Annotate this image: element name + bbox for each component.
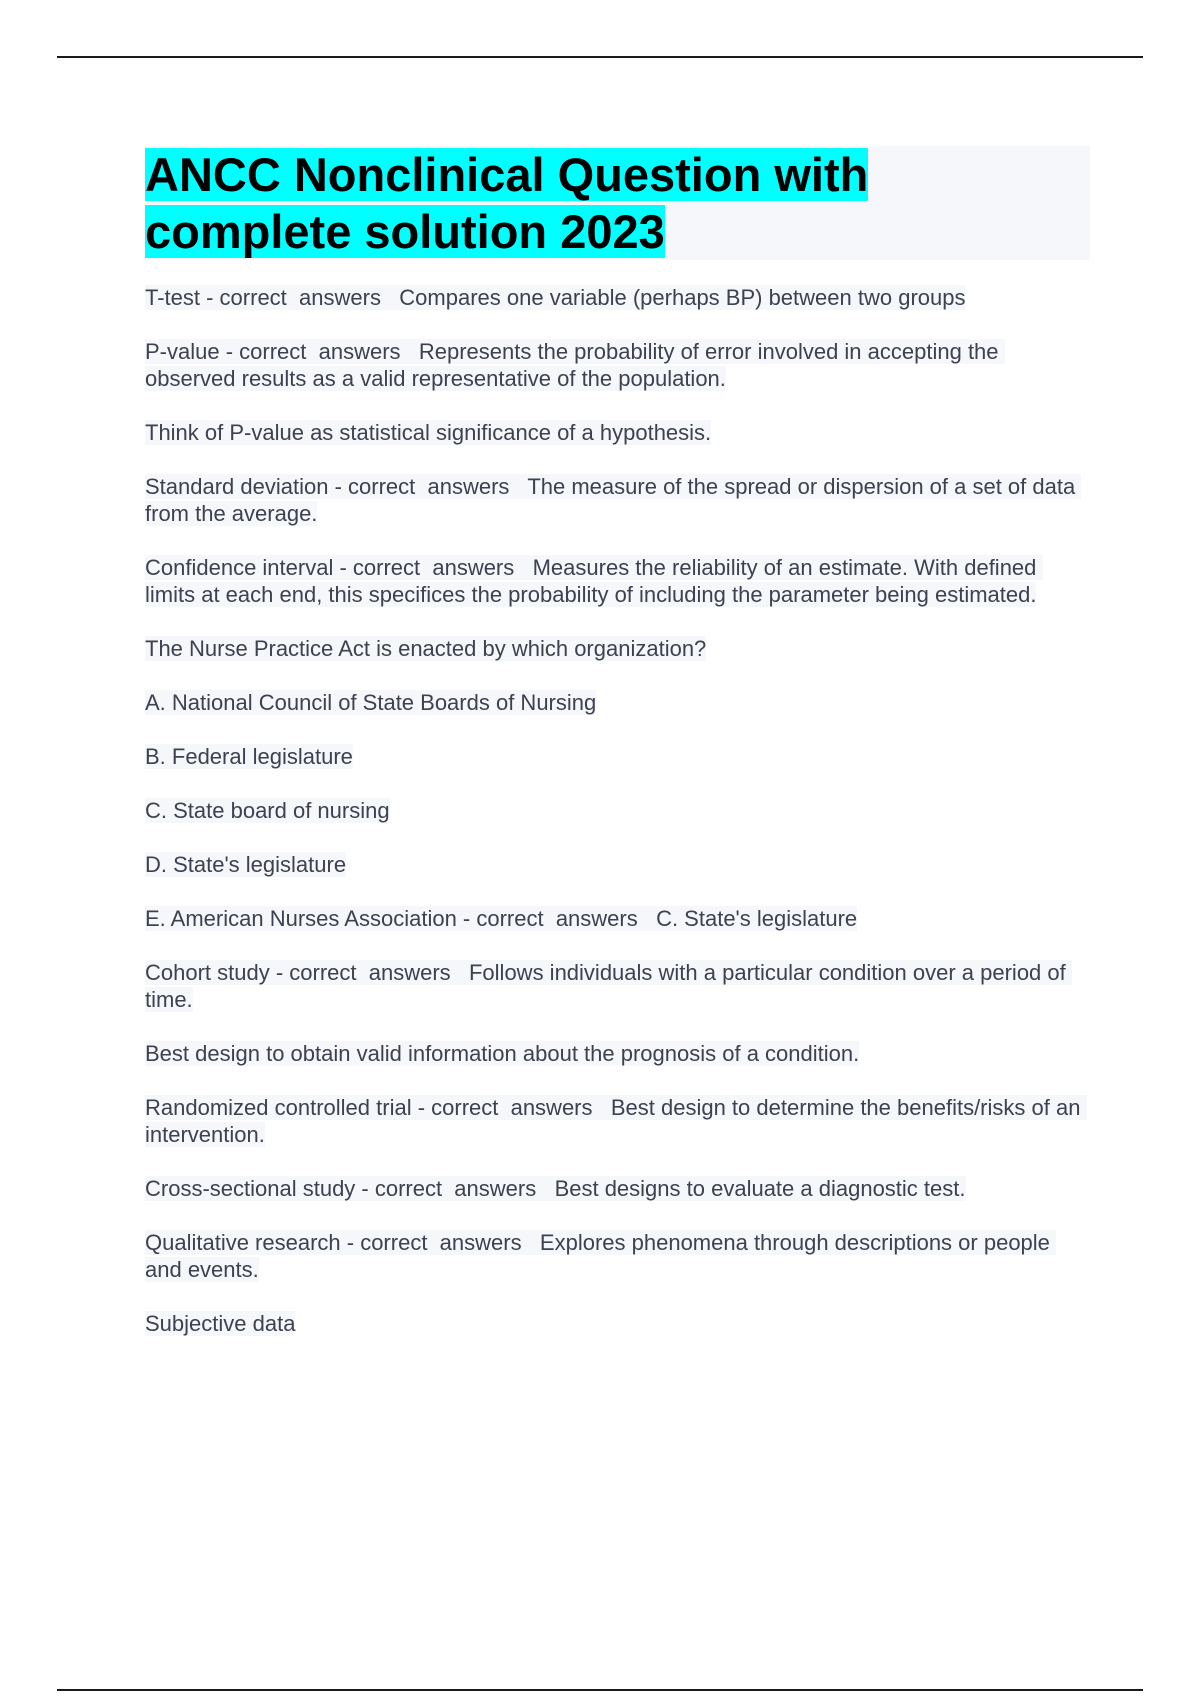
paragraph-text: Best design to obtain valid information about the prognosis of a condition.: [145, 1041, 860, 1066]
paragraph-confidence-interval: [145, 554, 1090, 608]
bottom-divider: [57, 1689, 1143, 1691]
paragraph-text: Think of P-value as statistical significance of a hypothesis.: [145, 420, 712, 445]
paragraph-text: B. Federal legislature: [145, 744, 353, 769]
top-divider: [57, 56, 1143, 58]
paragraph-text: T-test - correct answers Compares one variable (perhaps BP) between two groups: [145, 285, 966, 310]
paragraph-text: A. National Council of State Boards of Nursing: [145, 690, 597, 715]
paragraph-text: Standard deviation - correct answers The measure of the spread or dispersion of a set of data from the average.: [145, 474, 1082, 526]
paragraph-text: D. State's legislature: [145, 852, 347, 877]
paragraph-cohort-note: [145, 1040, 1090, 1067]
option-e-with-answer: [145, 905, 1090, 932]
paragraph-text: C. State board of nursing: [145, 798, 390, 823]
document-title: [145, 146, 905, 260]
paragraph-text: Cross-sectional study - correct answers Best designs to evaluate a diagnostic test.: [145, 1176, 966, 1201]
question-nurse-practice-act: [145, 635, 1090, 662]
paragraph-text: P-value - correct answers Represents the probability of error involved in accepting the observed results as a valid representative of the population.: [145, 339, 1005, 391]
paragraph-p-value-note: [145, 419, 1090, 446]
paragraph-cohort-study: [145, 959, 1090, 1013]
document-title-text: ANCC Nonclinical Question with complete solution 2023: [145, 148, 869, 258]
paragraph-text: Subjective data: [145, 1311, 296, 1336]
document-body: [145, 146, 1090, 1364]
paragraph-text: Qualitative research - correct answers Explores phenomena through descriptions or people and events.: [145, 1230, 1057, 1282]
paragraph-qualitative-research: [145, 1229, 1090, 1283]
paragraph-text: Randomized controlled trial - correct answers Best design to determine the benefits/risks of an intervention.: [145, 1095, 1087, 1147]
option-a: [145, 689, 1090, 716]
option-c: [145, 797, 1090, 824]
paragraph-text: Confidence interval - correct answers Measures the reliability of an estimate. With defined limits at each end, this specifices the probability of including the parameter being estimated.: [145, 555, 1043, 607]
paragraph-subjective-data: [145, 1310, 1090, 1337]
paragraph-rct: [145, 1094, 1090, 1148]
paragraph-text: The Nurse Practice Act is enacted by which organization?: [145, 636, 707, 661]
option-b: [145, 743, 1090, 770]
paragraph-text: Cohort study - correct answers Follows individuals with a particular condition over a period of time.: [145, 960, 1072, 1012]
title-block: [145, 146, 1090, 260]
option-d: [145, 851, 1090, 878]
paragraph-text: E. American Nurses Association - correct answers C. State's legislature: [145, 906, 858, 931]
paragraph-standard-deviation: [145, 473, 1090, 527]
paragraph-t-test: [145, 284, 1090, 311]
paragraph-p-value: [145, 338, 1090, 392]
paragraph-cross-sectional: [145, 1175, 1090, 1202]
